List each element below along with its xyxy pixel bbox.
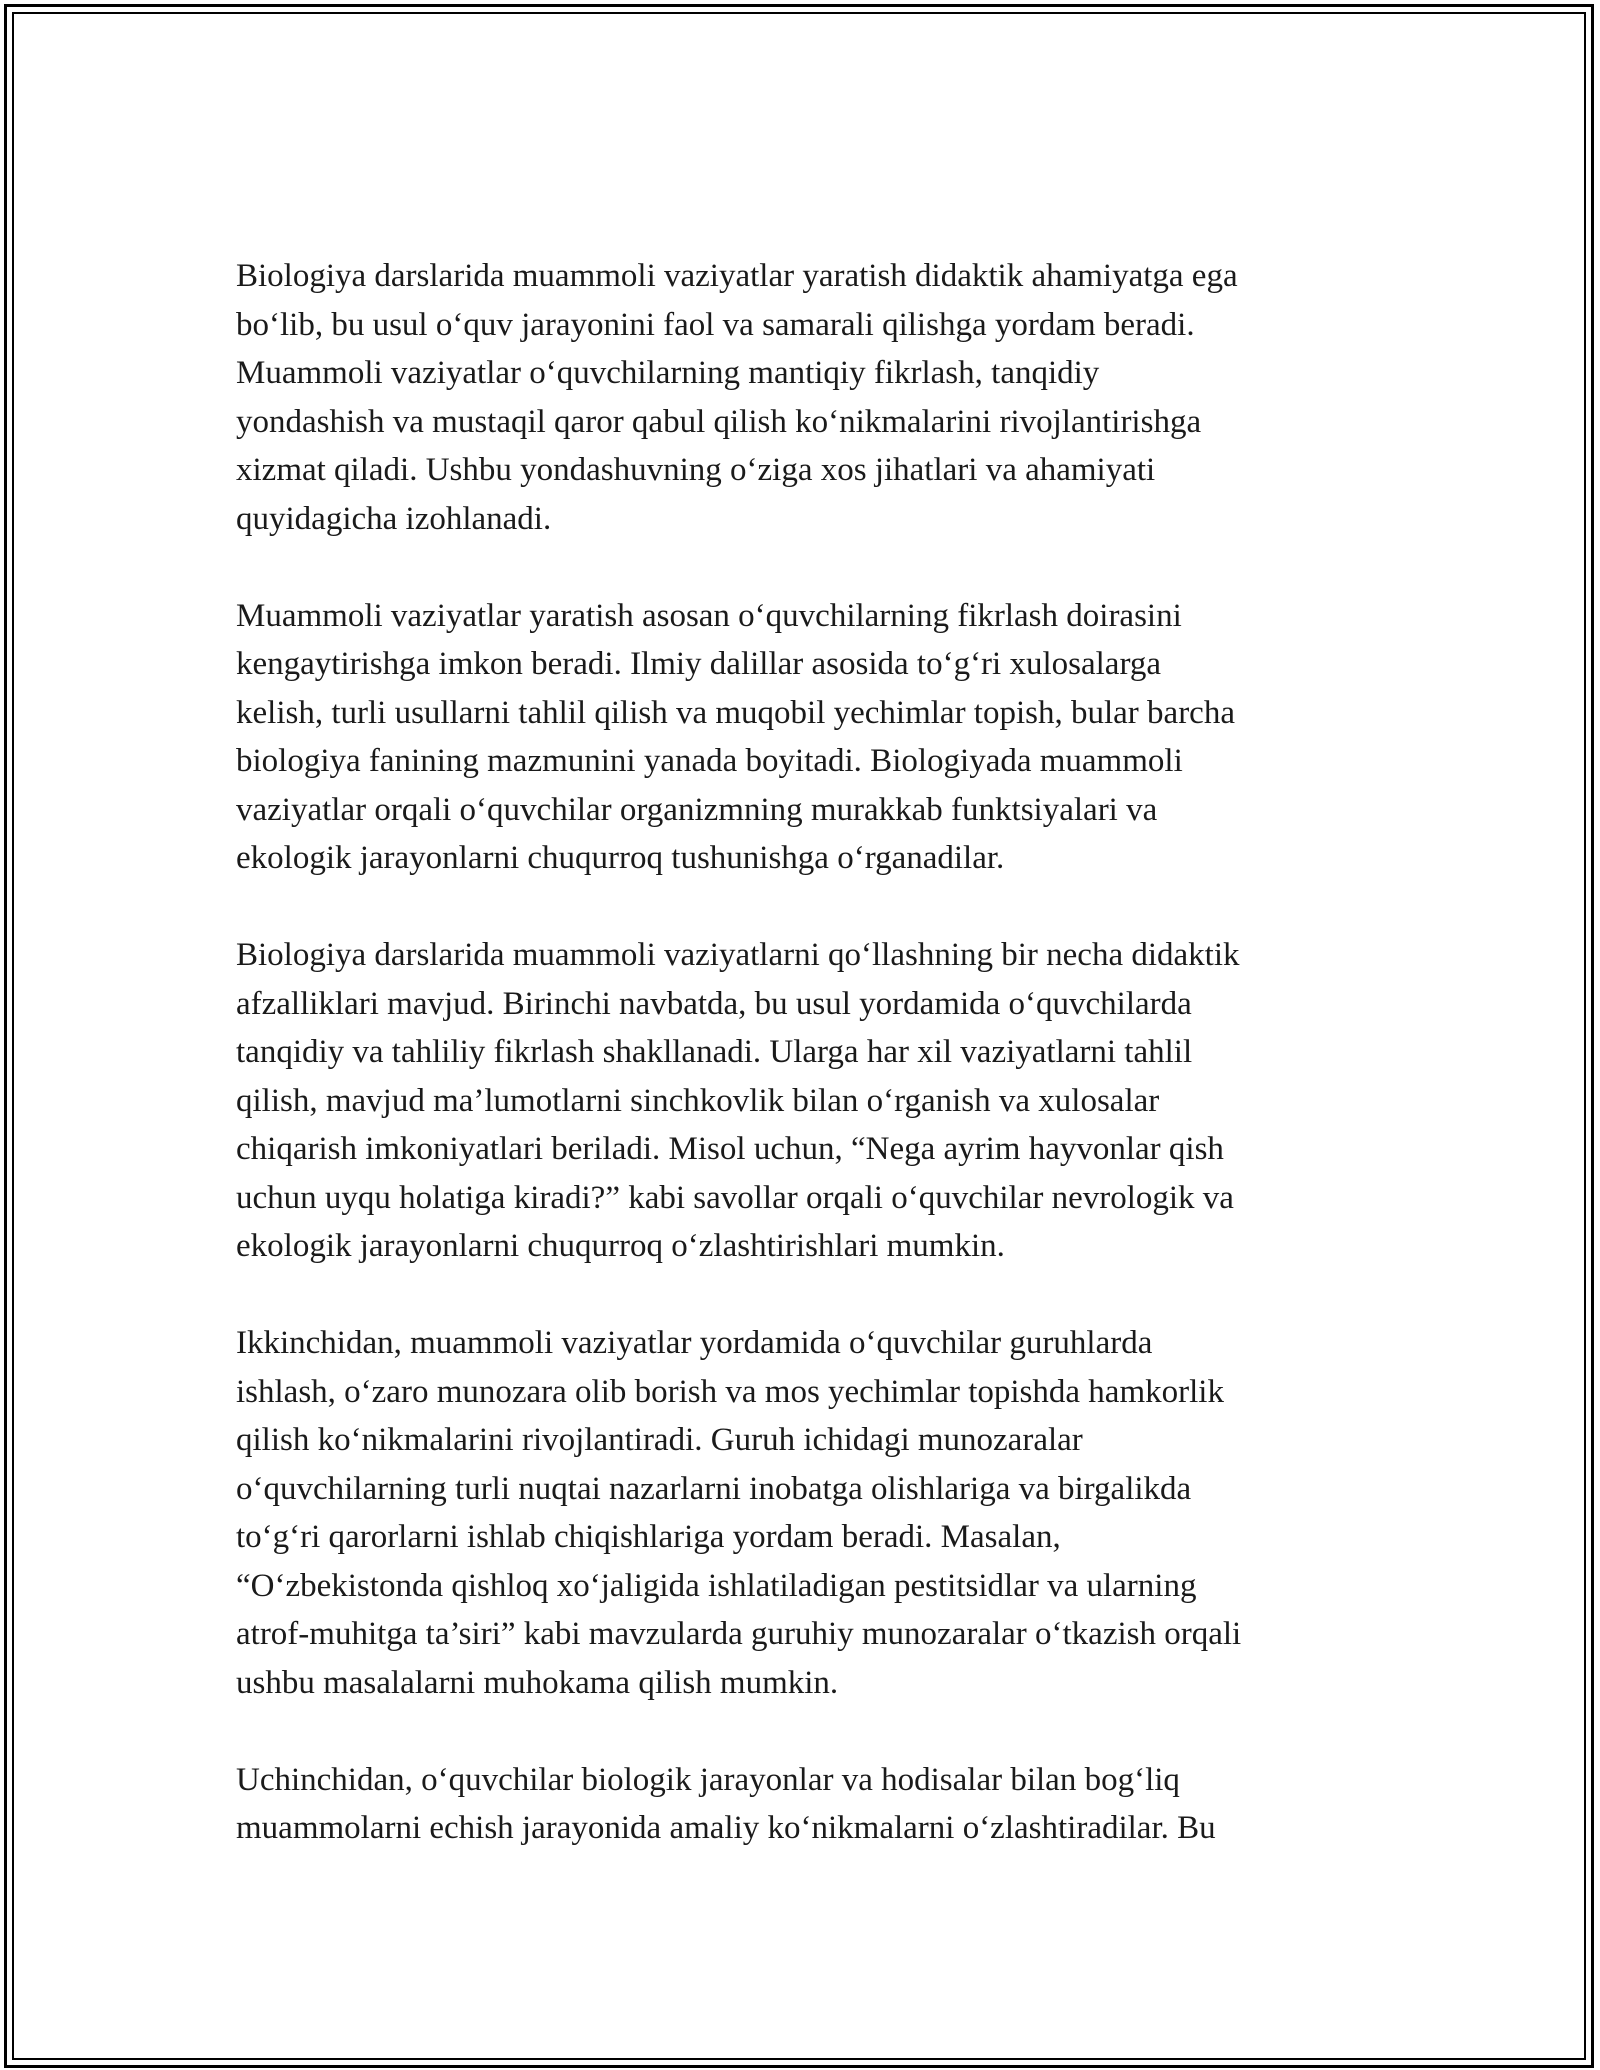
text-line: ekologik jarayonlarni chuqurroq tushunishga o‘rganadilar. xyxy=(236,840,1005,876)
text-line: bo‘lib, bu usul o‘quv jarayonini faol va samarali qilishga yordam beradi. xyxy=(236,306,1195,343)
text-line: yondashish va mustaqil qaror qabul qilish ko‘nikmalarini rivojlantirishga xyxy=(236,403,1202,440)
text-line: chiqarish imkoniyatlari beriladi. Misol uchun, “Nega ayrim hayvonlar qish xyxy=(236,1131,1224,1167)
paragraph-4 xyxy=(236,1319,1364,1707)
text-line: ishlash, o‘zaro munozara olib borish va mos yechimlar topishda hamkorlik xyxy=(236,1373,1224,1410)
text-line: biologiya fanining mazmunini yanada boyitadi. Biologiyada muammoli xyxy=(236,743,1183,779)
text-line: quyidagicha izohlanadi. xyxy=(236,500,552,537)
text-line: ekologik jarayonlarni chuqurroq o‘zlashtirishlari mumkin. xyxy=(236,1228,1005,1264)
text-line: qilish ko‘nikmalarini rivojlantiradi. Guruh ichidagi munozaralar xyxy=(236,1422,1083,1458)
text-line: to‘g‘ri qarorlarni ishlab chiqishlariga yordam beradi. Masalan, xyxy=(236,1519,1061,1555)
text-line: tanqidiy va tahliliy fikrlash shakllanadi. Ularga har xil vaziyatlarni tahlil xyxy=(236,1034,1193,1070)
text-line: uchun uyqu holatiga kiradi?” kabi savollar orqali o‘quvchilar nevrologik va xyxy=(236,1179,1234,1216)
paragraph-5 xyxy=(236,1756,1364,1853)
text-line: Ikkinchidan, muammoli vaziyatlar yordamida o‘quvchilar guruhlarda xyxy=(236,1325,1153,1361)
paragraph-3 xyxy=(236,931,1364,1271)
document-body xyxy=(236,252,1364,1901)
text-line: ushbu masalalarni muhokama qilish mumkin. xyxy=(236,1664,839,1701)
text-line: muammolarni echish jarayonida amaliy ko‘nikmalarni o‘zlashtiradilar. Bu xyxy=(236,1810,1216,1846)
text-line: qilish, mavjud ma’lumotlarni sinchkovlik bilan o‘rganish va xulosalar xyxy=(236,1082,1160,1119)
text-line: kengaytirishga imkon beradi. Ilmiy dalillar asosida to‘g‘ri xulosalarga xyxy=(236,646,1161,682)
text-line: Biologiya darslarida muammoli vaziyatlarni qo‘llashning bir necha didaktik xyxy=(236,937,1240,973)
text-line: kelish, turli usullarni tahlil qilish va muqobil yechimlar topish, bular barcha xyxy=(236,694,1235,731)
paragraph-2 xyxy=(236,592,1364,883)
text-line: vaziyatlar orqali o‘quvchilar organizmning murakkab funktsiyalari va xyxy=(236,791,1158,828)
text-line: atrof-muhitga ta’siri” kabi mavzularda guruhiy munozaralar o‘tkazish orqali xyxy=(236,1616,1242,1652)
text-line: xizmat qiladi. Ushbu yondashuvning o‘ziga xos jihatlari va ahamiyati xyxy=(236,452,1156,488)
text-line: o‘quvchilarning turli nuqtai nazarlarni inobatga olishlariga va birgalikda xyxy=(236,1470,1192,1507)
paragraph-1 xyxy=(236,252,1364,543)
text-line: afzalliklari mavjud. Birinchi navbatda, bu usul yordamida o‘quvchilarda xyxy=(236,985,1192,1022)
text-line: Uchinchidan, o‘quvchilar biologik jarayonlar va hodisalar bilan bog‘liq xyxy=(236,1761,1180,1798)
text-line: Muammoli vaziyatlar o‘quvchilarning mantiqiy fikrlash, tanqidiy xyxy=(236,355,1100,391)
text-line: Muammoli vaziyatlar yaratish asosan o‘quvchilarning fikrlash doirasini xyxy=(236,597,1182,634)
text-line: “O‘zbekistonda qishloq xo‘jaligida ishlatiladigan pestitsidlar va ularning xyxy=(236,1567,1197,1604)
text-line: Biologiya darslarida muammoli vaziyatlar yaratish didaktik ahamiyatga ega xyxy=(236,258,1238,294)
